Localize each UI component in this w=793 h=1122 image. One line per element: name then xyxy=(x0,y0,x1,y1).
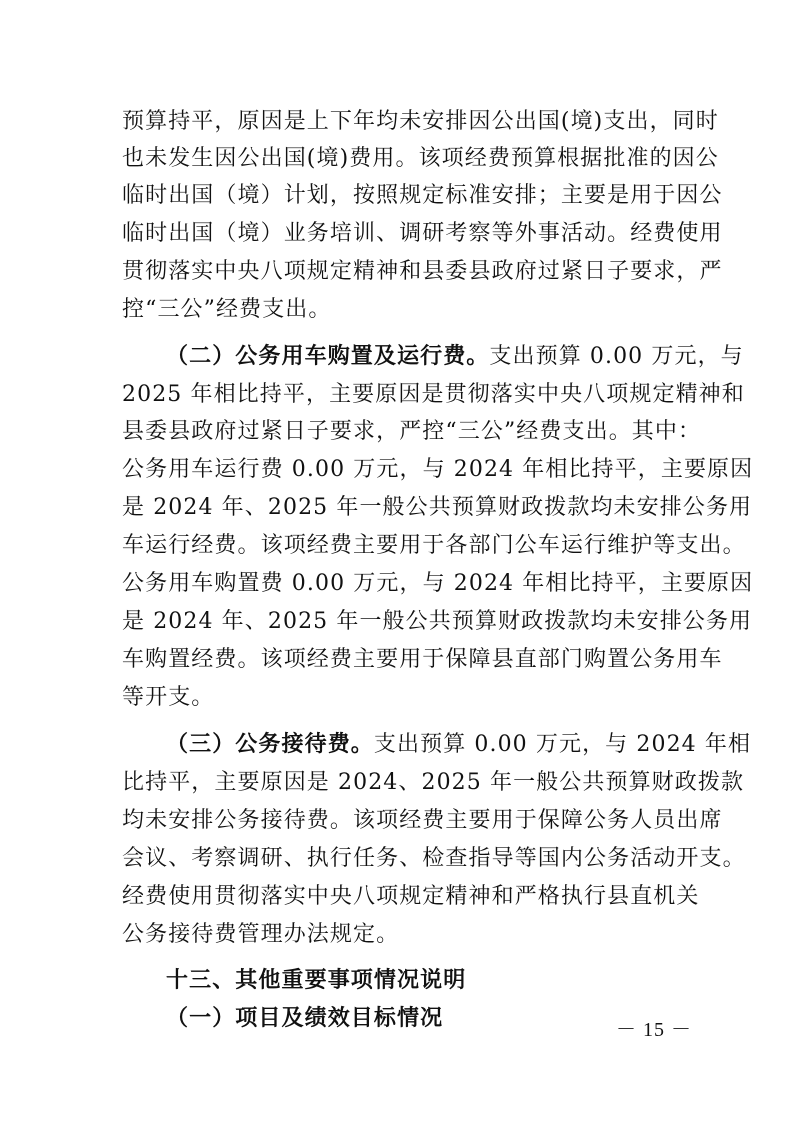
section-2-heading: （二）公务用车购置及运行费。 xyxy=(166,344,490,369)
paragraph-line: 等开支。 xyxy=(122,685,215,710)
paragraph-line: 公务接待费管理办法规定。 xyxy=(122,922,400,947)
paragraph-line: 贯彻落实中央八项规定精神和县委县政府过紧日子要求，严 xyxy=(122,259,723,284)
paragraph-line: 2025 年相比持平，主要原因是贯彻落实中央八项规定精神和 xyxy=(122,382,745,407)
heading-section-13-sub-1: （一）项目及绩效目标情况 xyxy=(166,1006,444,1031)
section-2-first-line xyxy=(166,339,744,375)
section-2-first-line-text: 支出预算 0.00 万元，与 xyxy=(489,344,744,369)
paragraph-line: 均未安排公务接待费。该项经费主要用于保障公务人员出席 xyxy=(122,808,723,833)
paragraph-line: 控“三公”经费支出。 xyxy=(122,297,332,322)
paragraph-line: 车运行经费。该项经费主要用于各部门公车运行维护等支出。 xyxy=(122,533,746,558)
paragraph-line: 是 2024 年、2025 年一般公共预算财政拨款均未安排公务用 xyxy=(122,609,753,634)
heading-section-13: 十三、其他重要事项情况说明 xyxy=(166,968,467,993)
paragraph-line: 临时出国（境）业务培训、调研考察等外事活动。经费使用 xyxy=(122,221,723,246)
section-3-heading: （三）公务接待费。 xyxy=(166,732,374,757)
paragraph-line: 公务用车运行费 0.00 万元，与 2024 年相比持平，主要原因 xyxy=(122,457,754,482)
paragraph-line: 经费使用贯彻落实中央八项规定精神和严格执行县直机关 xyxy=(122,884,700,909)
paragraph-line: 是 2024 年、2025 年一般公共预算财政拨款均未安排公务用 xyxy=(122,495,753,520)
paragraph-line: 车购置经费。该项经费主要用于保障县直部门购置公务用车 xyxy=(122,647,723,672)
paragraph-line: 会议、考察调研、执行任务、检查指导等国内公务活动开支。 xyxy=(122,846,746,871)
paragraph-line: 公务用车购置费 0.00 万元，与 2024 年相比持平，主要原因 xyxy=(122,571,754,596)
paragraph-line: 临时出国（境）计划，按照规定标准安排；主要是用于因公 xyxy=(122,183,723,208)
section-3-first-line-text: 支出预算 0.00 万元，与 2024 年相 xyxy=(373,732,752,757)
paragraph-line: 县委县政府过紧日子要求，严控“三公”经费支出。其中： xyxy=(122,419,702,444)
section-3-first-line xyxy=(166,727,752,763)
paragraph-line: 预算持平，原因是上下年均未安排因公出国(境)支出，同时 xyxy=(122,109,719,134)
paragraph-line: 也未发生因公出国(境)费用。该项经费预算根据批准的因公 xyxy=(122,146,719,171)
page-number: － 15 － xyxy=(616,1019,692,1041)
paragraph-line: 比持平，主要原因是 2024、2025 年一般公共预算财政拨款 xyxy=(122,770,745,795)
